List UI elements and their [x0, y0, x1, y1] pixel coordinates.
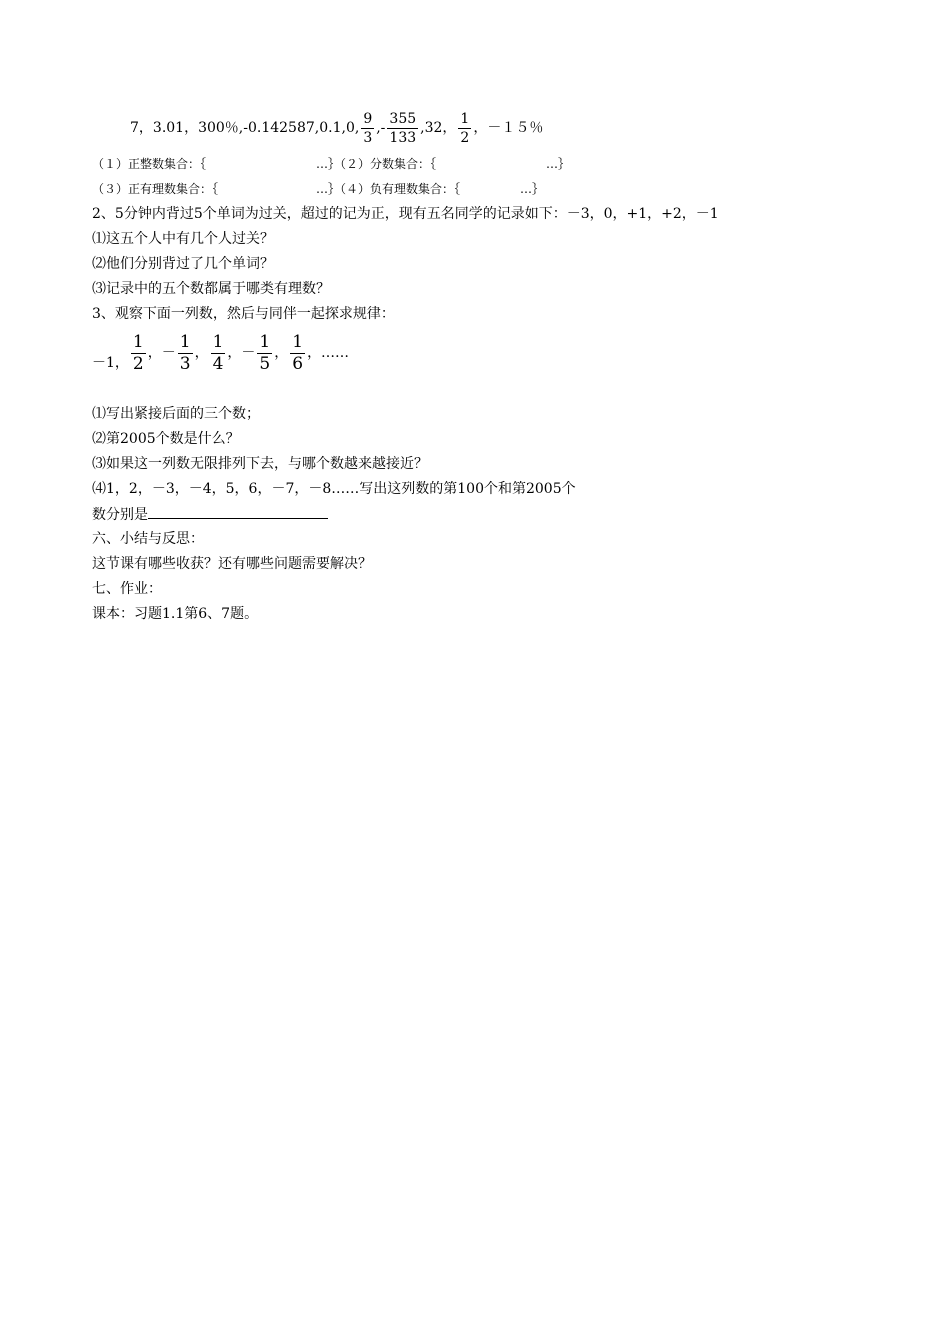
fraction-1-2: $\frac{1}{2}$ — [460, 110, 470, 146]
fraction-1-5-seq: $\frac{1}{5}$ — [259, 331, 271, 374]
set-negative-rationals-end: …｝ — [520, 182, 545, 196]
answer-blank[interactable] — [148, 504, 328, 519]
section-7-title: 七、作业： — [92, 581, 162, 597]
set-row-1 — [92, 154, 570, 174]
fraction-1-2-seq: $\frac{1}{2}$ — [132, 331, 144, 374]
set-positive-rationals-label: （３）正有理数集合：｛ — [92, 182, 219, 196]
fraction-1-3-seq: $\frac{1}{3}$ — [179, 331, 191, 374]
set-positive-integers-end: …｝ — [316, 157, 341, 171]
fraction-355-133: $\frac{355}{133}$ — [389, 110, 417, 146]
set-fractions-label: （２）分数集合：｛ — [340, 157, 437, 171]
sequence-sep-1: ，－ — [147, 345, 176, 361]
set-positive-integers-label: （１）正整数集合：｛ — [92, 157, 207, 171]
question-2-part-3: ⑶记录中的五个数都属于哪类有理数？ — [92, 281, 330, 297]
set-row-2 — [92, 179, 544, 199]
answer-prompt: 数分别是 — [92, 507, 148, 523]
question-3-part-4: ⑷1，2，－3，－4，5，6，－7，－8……写出这列数的第100个和第2005个 — [92, 481, 576, 497]
fraction-1-6-seq: $\frac{1}{6}$ — [292, 331, 304, 374]
question-3-part-4-answer — [92, 504, 328, 525]
numbers-suffix: ，－１５％ — [473, 120, 544, 136]
question-3-part-2: ⑵第2005个数是什么？ — [92, 431, 240, 447]
sequence-sep-4: ， — [274, 345, 289, 361]
sequence-sep-2: ， — [194, 345, 209, 361]
sequence-start: －1， — [92, 355, 129, 371]
fraction-1-4-seq: $\frac{1}{4}$ — [212, 331, 224, 374]
question-2-part-2: ⑵他们分别背过了几个单词？ — [92, 256, 274, 272]
fraction-9-3: $\frac{9}{3}$ — [363, 110, 373, 146]
set-positive-rationals-end: …｝ — [316, 182, 341, 196]
set-negative-rationals-label: （４）负有理数集合：｛ — [340, 182, 461, 196]
section-7-text: 课本：习题1.1第6、7题。 — [92, 606, 259, 622]
set-fractions-end: …｝ — [546, 157, 571, 171]
question-3-stem: 3、观察下面一列数，然后与同伴一起探求规律： — [92, 306, 395, 322]
sequence-line — [92, 330, 349, 386]
question-3-part-3: ⑶如果这一列数无限排列下去，与哪个数越来越接近？ — [92, 456, 428, 472]
numbers-sep1: ,- — [376, 120, 386, 136]
section-6-title: 六、小结与反思： — [92, 531, 204, 547]
sequence-end: ，…… — [307, 345, 350, 361]
question-2-part-1: ⑴这五个人中有几个人过关？ — [92, 231, 274, 247]
section-6-text: 这节课有哪些收获？还有哪些问题需要解决？ — [92, 556, 372, 572]
numbers-sep2: ,32， — [420, 120, 457, 136]
numbers-prefix: 7，3.01，300％,-0.142587,0.1,0, — [130, 120, 360, 136]
numbers-line — [130, 108, 543, 148]
question-2-stem: 2、5分钟内背过5个单词为过关，超过的记为正，现有五名同学的记录如下：－3，0，+1，+2，－1 — [92, 206, 719, 222]
sequence-sep-3: ，－ — [227, 345, 256, 361]
question-3-part-1: ⑴写出紧接后面的三个数； — [92, 406, 260, 422]
